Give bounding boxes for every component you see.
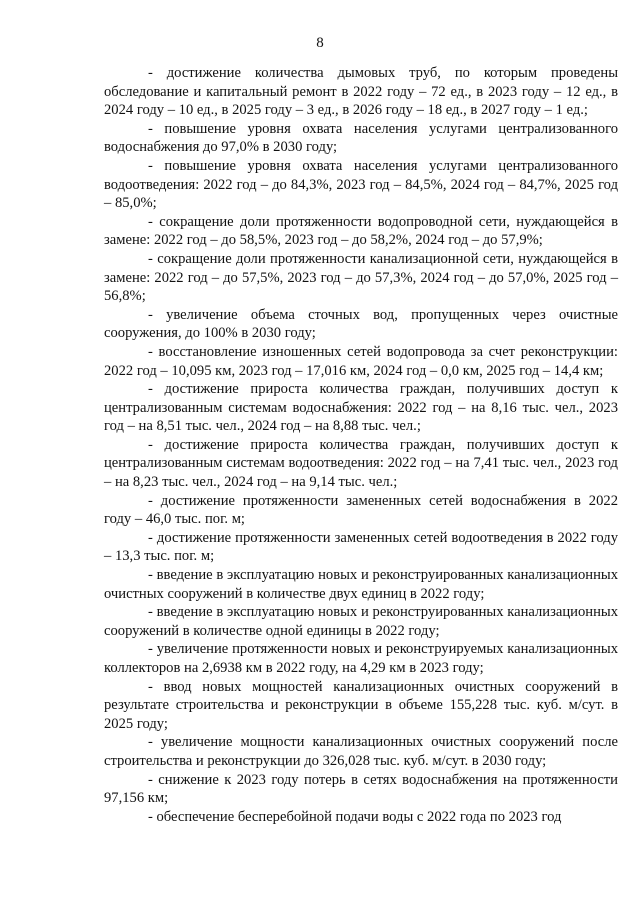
paragraph-10: - достижение протяженности замененных сетей водоснабжения в 2022 году – 46,0 тыс. пог. м; (104, 492, 618, 528)
paragraph-17: - снижение к 2023 году потерь в сетях водоснабжения на протяженности 97,156 км; (104, 771, 618, 807)
paragraph-3: - повышение уровня охвата населения услугами централизованного водоотведения: 2022 год – до 84,3%, 2023 год – 84,5%, 2024 год – 84,7%, 2025 год – 85,0%; (104, 157, 618, 212)
document-body (104, 64, 618, 826)
paragraph-15: - ввод новых мощностей канализационных очистных сооружений в результате строительства и реконструкции в объеме 155,228 тыс. куб. м/сут. в 2025 году; (104, 678, 618, 732)
paragraph-2: - повышение уровня охвата населения услугами централизованного водоснабжения до 97,0% в 2030 году; (104, 120, 618, 156)
paragraph-1: - достижение количества дымовых труб, по которым проведены обследование и капитальный ремонт в 2022 году – 72 ед., в 2023 году – 12 ед., в 2024 году – 10 ед., в 2025 году – 3 ед., в 2026 году – 18 ед., в 2027 году – 1 ед.; (104, 65, 618, 119)
paragraph-16: - увеличение мощности канализационных очистных сооружений после строительства и реконструкции до 326,028 тыс. куб. м/сут. в 2030 году; (104, 734, 618, 769)
paragraph-13: - введение в эксплуатацию новых и реконструированных канализационных сооружений в количестве одной единицы в 2022 году; (104, 604, 618, 639)
paragraph-5: - сокращение доли протяженности канализационной сети, нуждающейся в замене: 2022 год – до 57,5%, 2023 год – до 57,3%, 2024 год – до 57,0%, 2025 год – 56,8%; (104, 250, 618, 305)
page-number: 8 (316, 35, 324, 51)
paragraph-4: - сокращение доли протяженности водопроводной сети, нуждающейся в замене: 2022 год – до 58,5%, 2023 год – до 58,2%, 2024 год – до 57,9%; (104, 213, 618, 249)
paragraph-14: - увеличение протяженности новых и реконструируемых канализационных коллекторов на 2,6938 км в 2022 году, на 4,29 км в 2023 году; (104, 641, 618, 676)
paragraph-9: - достижение прироста количества граждан, получивших доступ к централизованным системам водоотведения: 2022 год – на 7,41 тыс. чел., 2023 год – на 8,23 тыс. чел., 2024 год – на 9,14 тыс. чел.; (104, 436, 618, 491)
paragraph-6: - увеличение объема сточных вод, пропущенных через очистные сооружения, до 100% в 2030 году; (104, 306, 618, 342)
paragraph-7: - восстановление изношенных сетей водопровода за счет реконструкции: 2022 год – 10,095 км, 2023 год – 17,016 км, 2024 год – 0,0 км, 2025 год – 14,4 км; (104, 343, 618, 379)
paragraph-18: - обеспечение бесперебойной подачи воды с 2022 года по 2023 год (148, 808, 562, 825)
paragraph-8: - достижение прироста количества граждан, получивших доступ к централизованным системам водоснабжения: 2022 год – на 8,16 тыс. чел., 2023 год – на 8,51 тыс. чел., 2024 год – на 8,88 тыс. чел.; (104, 381, 618, 435)
paragraph-11: - достижение протяженности замененных сетей водоотведения в 2022 году – 13,3 тыс. пог. м; (104, 529, 618, 565)
paragraph-12: - введение в эксплуатацию новых и реконструированных канализационных очистных сооружений в количестве двух единиц в 2022 году; (104, 567, 618, 602)
